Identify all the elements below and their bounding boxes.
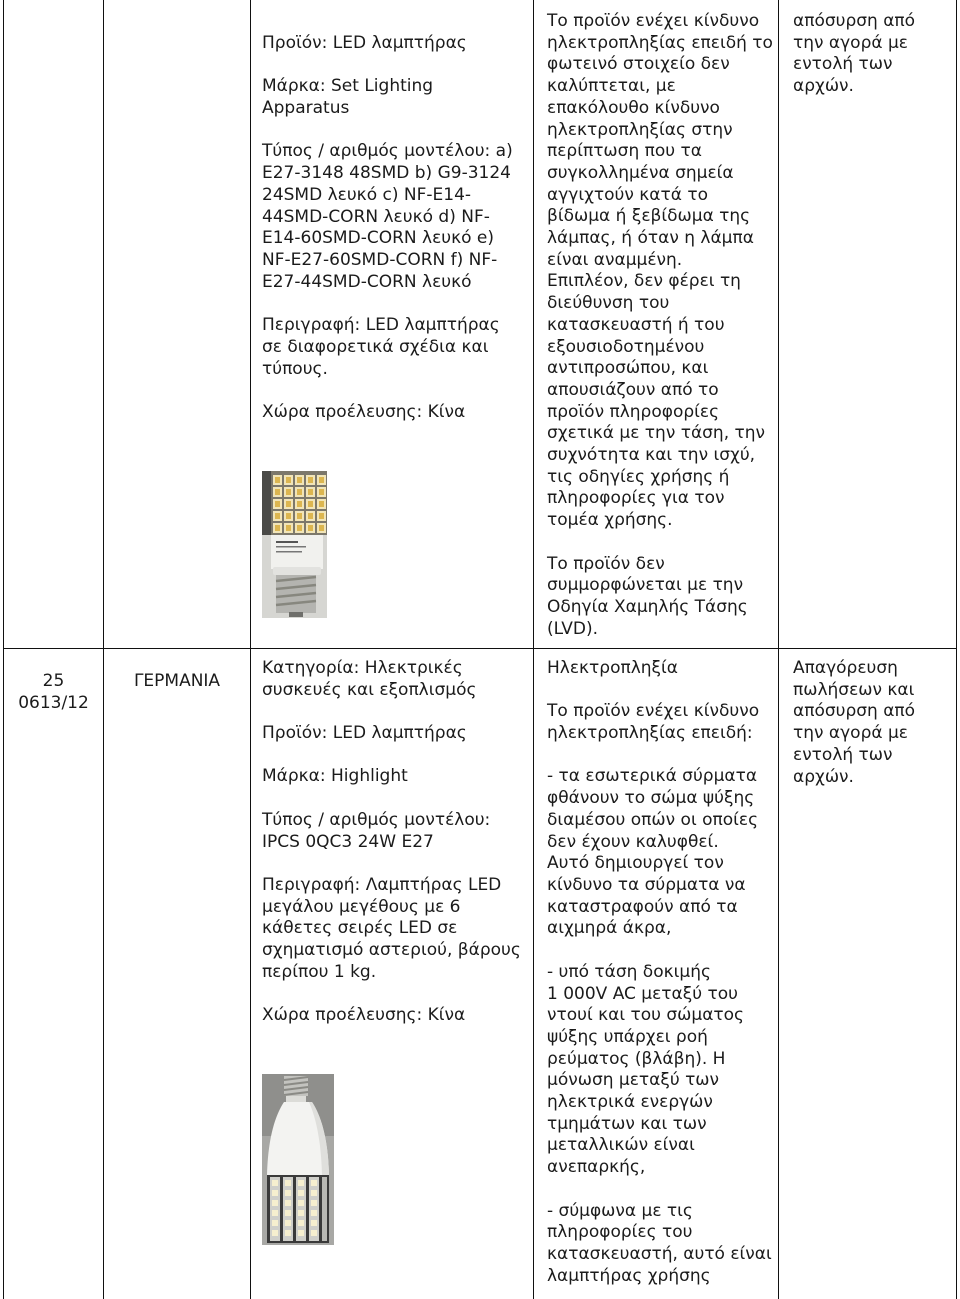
table-row: [3, 649, 957, 1299]
risk-finding: - τα εσωτερικά σύρματα φθάνουν το σώμα ψύξης διαμέσου οπών οι οποίες δεν έχουν καλυφθεί. Αυτό δημιουργεί τον κίνδυνο τα σύρματα να καταστραφούν από τα αιχμηρά άκρα,: [547, 766, 759, 939]
risk-type: Ηλεκτροπληξία: [547, 658, 678, 678]
country-cell: [103, 649, 250, 1299]
table-row: [3, 0, 957, 649]
product-origin: Χώρα προέλευσης: Κίνα: [262, 401, 466, 422]
risk-cell: [533, 649, 778, 1299]
bulb-led-array: [262, 471, 327, 535]
risk-description: Το προϊόν ενέχει κίνδυνο ηλεκτροπληξίας επειδή το φωτεινό στοιχείο δεν καλύπτεται, με επακόλουθο κίνδυνο ηλεκτροπληξίας στην περίπτωση που τα συγκολλημένα σημεία αγγιχτούν κατά το βίδωμα ή ξεβίδωμα της λάμπας, ή όταν η λάμπα είναι αναμμένη. Επιπλέον, δεν φέρει τη διεύθυνση του κατασκευαστή ή του εξουσιοδοτημένου αντιπροσώπου, και απουσιάζουν από το προϊόν πληροφορίες σχετικά με την τάση, την συχνότητα και την ισχύ, τις οδηγίες χρήσης ή πληροφορίες για τον τομέα χρήσης.: [547, 11, 773, 531]
country-cell: [103, 0, 250, 648]
measures-cell: [778, 0, 957, 648]
risk-cell: [533, 0, 778, 648]
corn-led-bulb-photo: [262, 471, 327, 618]
risk-compliance: Το προϊόν δεν συμμορφώνεται με την Οδηγία Χαμηλής Τάσης (LVD).: [547, 553, 748, 639]
product-model: Τύπος / αριθμός μοντέλου: IPCS 0QC3 24W E27: [262, 809, 491, 852]
number-cell: [3, 649, 103, 1299]
row-number: 25: [42, 671, 65, 691]
measures-text: απόσυρση από την αγορά με εντολή των αρχών.: [793, 11, 916, 97]
product-description: Περιγραφή: LED λαμπτήρας σε διαφορετικά σχέδια και τύπους.: [262, 315, 500, 379]
measures-cell: [778, 649, 957, 1299]
product-description: Περιγραφή: Λαμπτήρας LED μεγάλου μεγέθους με 6 κάθετες σειρές LED σε σχηματισμό αστεριού, βάρους περίπου 1 kg.: [262, 874, 521, 982]
number-cell: [3, 0, 103, 648]
country-name: ΓΕΡΜΑΝΙΑ: [133, 671, 221, 691]
bulb-screw-base: [276, 575, 316, 617]
product-brand: Μάρκα: Set Lighting Apparatus: [262, 76, 434, 119]
risk-description: Το προϊόν ενέχει κίνδυνο ηλεκτροπληξίας επειδή:: [547, 701, 760, 744]
product-cell: [250, 649, 533, 1299]
notification-table: [3, 0, 957, 1299]
row-reference: 0613/12: [18, 692, 89, 713]
large-led-bulb-photo: [262, 1074, 334, 1245]
product-name: Προϊόν: LED λαμπτήρας: [262, 723, 467, 744]
bulb-led-array: [267, 1175, 329, 1243]
product-brand: Μάρκα: Highlight: [262, 766, 408, 787]
product-cell: [250, 0, 533, 648]
product-name: Προϊόν: LED λαμπτήρας: [262, 33, 467, 53]
bulb-body: [271, 535, 323, 575]
risk-finding: - υπό τάση δοκιμής 1 000V AC μεταξύ του ντουί και του σώματος ψύξης υπάρχει ροή ρεύματος (βλάβη). Η μόνωση μεταξύ των ηλεκτρικά ενεργών τμημάτων και των μεταλλικών είναι ανεπαρκής,: [547, 961, 745, 1178]
product-category: Κατηγορία: Ηλεκτρικές συσκευές και εξοπλισμός: [262, 658, 477, 700]
product-origin: Χώρα προέλευσης: Κίνα: [262, 1005, 466, 1026]
large-led-bulb-image: [262, 1074, 334, 1245]
risk-finding: - σύμφωνα με τις πληροφορίες του κατασκευαστή, αυτό είναι λαμπτήρας χρήσης: [547, 1200, 772, 1286]
product-model: Τύπος / αριθμός μοντέλου: a) E27-3148 48SMD b) G9-3124 24SMD λευκό c) NF-E14- 44SMD-CORN λευκό d) NF- E14-60SMD-CORN λευκό e) NF-E27-60SMD-CORN f) NF- E27-44SMD-CORN λευκό: [262, 141, 513, 292]
corn-led-bulb-image: [262, 471, 327, 618]
bulb-screw-base: [284, 1076, 308, 1102]
measures-text: Απαγόρευση πωλήσεων και απόσυρση από την αγορά με εντολή των αρχών.: [793, 658, 916, 787]
